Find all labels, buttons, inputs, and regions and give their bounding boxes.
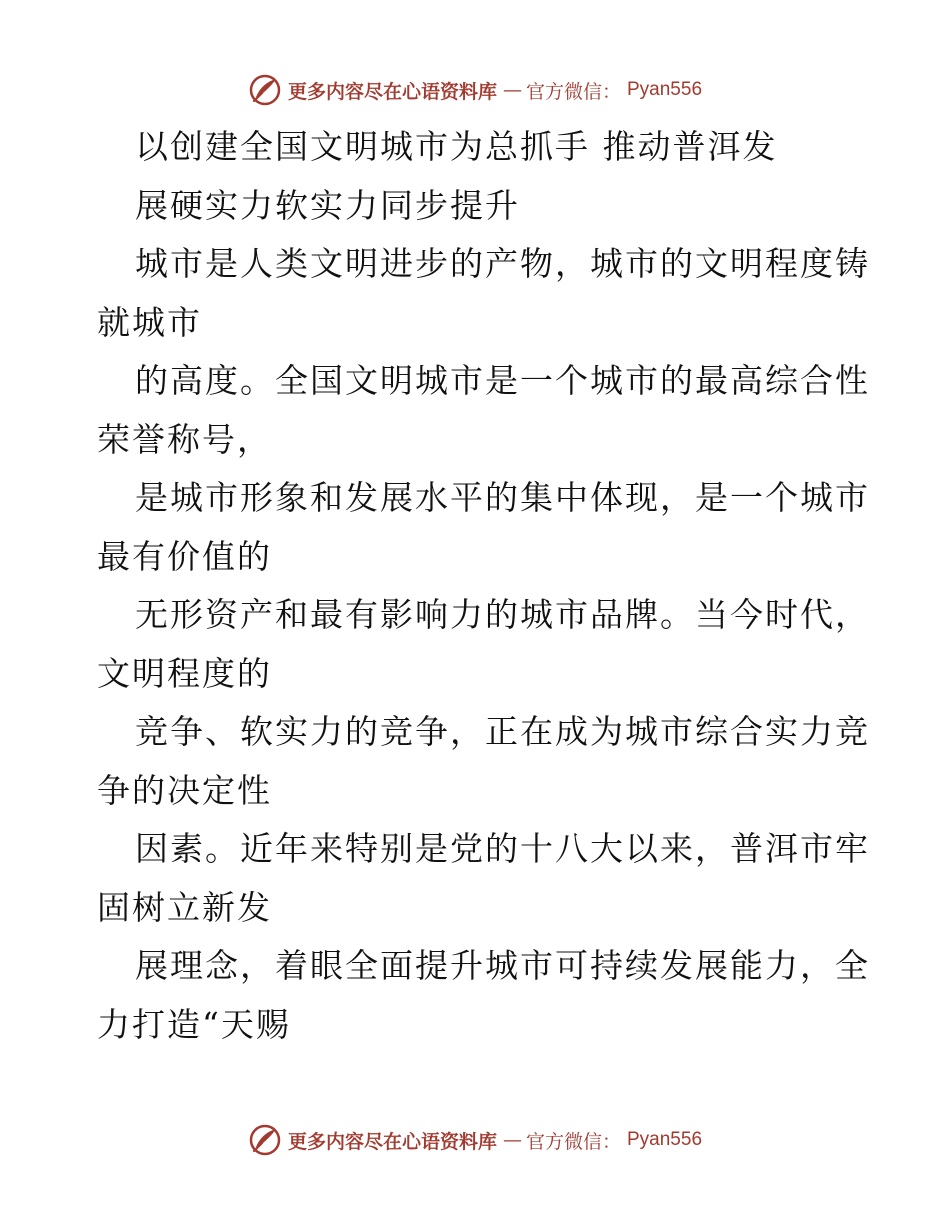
banner-brand-text: 更多内容尽在心语资料库 xyxy=(287,80,497,103)
document-title-line-1: 以创建全国文明城市为总抓手 推动普洱发 xyxy=(135,127,778,166)
paragraph-line: 城市是人类文明进步的产物，城市的文明程度铸 xyxy=(135,244,870,283)
paragraph-line: 固树立新发 xyxy=(97,887,272,927)
paragraph-line: 争的决定性 xyxy=(97,770,272,810)
paragraph-line: 力打造“天赐 xyxy=(97,1004,291,1044)
paragraph-line: 因素。近年来特别是党的十八大以来，普洱市牢 xyxy=(135,829,870,868)
banner-account-id: Pyan556 xyxy=(627,1129,703,1150)
header-banner xyxy=(0,70,950,110)
quill-logo-icon xyxy=(248,1123,282,1157)
paragraph-line: 展理念，着眼全面提升城市可持续发展能力，全 xyxy=(135,946,870,985)
paragraph-line: 荣誉称号， xyxy=(97,419,272,459)
document-title-line-2: 展硬实力软实力同步提升 xyxy=(135,185,520,225)
banner-dash: — xyxy=(502,79,520,101)
banner-account-id: Pyan556 xyxy=(627,79,703,100)
banner-account-label: 官方微信： xyxy=(525,80,621,103)
paragraph-line: 就城市 xyxy=(97,302,202,342)
document-body xyxy=(97,118,870,1054)
paragraph-line: 无形资产和最有影响力的城市品牌。当今时代， xyxy=(135,595,870,634)
banner-account-label: 官方微信： xyxy=(525,1130,621,1153)
paragraph-line: 文明程度的 xyxy=(97,653,272,693)
banner-dash: — xyxy=(502,1129,520,1151)
paragraph-line: 的高度。全国文明城市是一个城市的最高综合性 xyxy=(135,361,870,400)
paragraph-line: 是城市形象和发展水平的集中体现，是一个城市 xyxy=(135,478,870,517)
banner-brand-text: 更多内容尽在心语资料库 xyxy=(287,1130,497,1153)
paragraph-line: 竞争、软实力的竞争，正在成为城市综合实力竞 xyxy=(135,712,870,751)
footer-banner xyxy=(0,1120,950,1160)
paragraph-line: 最有价值的 xyxy=(97,536,272,576)
quill-logo-icon xyxy=(248,73,282,107)
